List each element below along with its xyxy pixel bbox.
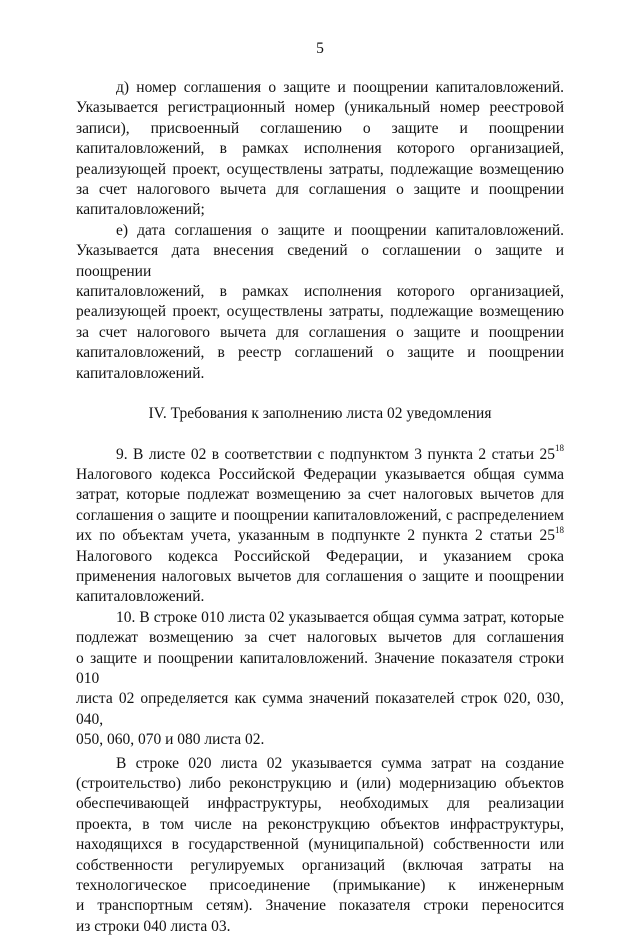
- text-line: и транспортным сетям). Значение показателя строки переносится: [76, 897, 564, 915]
- text-line: [76, 445, 564, 465]
- paragraph-10: [76, 608, 564, 751]
- text-line: Налогового кодекса Российской Федерации указывается общая сумма: [76, 465, 564, 483]
- text-segment: их по объектам учета, указанным в подпункте 2 пункта 2 статьи 25: [76, 527, 555, 545]
- text-line: д) номер соглашения о защите и поощрении капиталовложений.: [116, 79, 564, 96]
- text-line: капиталовложений, в рамках исполнения которого организацией,: [76, 140, 564, 158]
- text-line: Налогового кодекса Российской Федерации, и указанием срока: [76, 547, 564, 565]
- paragraph-line-020: [76, 754, 564, 937]
- text-line: Указывается регистрационный номер (уникальный номер реестровой: [76, 99, 564, 117]
- text-line: за счет налогового вычета для соглашения о защите и поощрении: [76, 181, 564, 199]
- text-line: подлежат возмещению за счет налоговых вычетов для соглашения: [76, 629, 564, 647]
- paragraph-d: [76, 78, 564, 221]
- text-line: 050, 060, 070 и 080 листа 02.: [76, 731, 265, 749]
- text-line: е) дата соглашения о защите и поощрении капиталовложений.: [116, 221, 564, 239]
- text-segment: 9. В листе 02 в соответствии с подпунктом 3 пункта 2 статьи 25: [116, 445, 555, 463]
- text-line: капиталовложений, в реестр соглашений о защите и поощрении: [76, 344, 564, 362]
- text-line: капиталовложений, в рамках исполнения которого организацией,: [76, 283, 564, 301]
- text-line: собственности регулируемых организаций (включая затраты на: [76, 856, 564, 874]
- text-line: капиталовложений;: [76, 201, 205, 219]
- text-line: проекта, в том числе на реконструкцию объектов инфраструктуры,: [76, 815, 564, 833]
- text-line: реализующей проект, осуществлены затраты, подлежащие возмещению: [76, 303, 564, 321]
- text-line: Указывается дата внесения сведений о соглашении о защите и поощрении: [76, 242, 564, 280]
- text-line: находящихся в государственной (муниципальной) собственности или: [76, 836, 564, 854]
- text-line: 10. В строке 010 листа 02 указывается общая сумма затрат, которые: [116, 608, 564, 626]
- text-line: листа 02 определяется как сумма значений показателей строк 020, 030, 040,: [76, 690, 564, 728]
- document-body: [76, 78, 564, 937]
- paragraph-e: [76, 221, 564, 384]
- text-line: капиталовложений.: [76, 588, 205, 606]
- text-line: соглашения о защите и поощрении капиталовложений, с распределением: [76, 506, 564, 524]
- page-number: 5: [316, 40, 324, 57]
- paragraph-9: [76, 445, 564, 608]
- text-line: затрат, которые подлежат возмещению за счет налоговых вычетов для: [76, 486, 564, 504]
- text-line: за счет налогового вычета для соглашения о защите и поощрении: [76, 323, 564, 341]
- text-line: из строки 040 листа 03.: [76, 917, 231, 935]
- text-line: о защите и поощрении капиталовложений. Значение показателя строки 010: [76, 649, 564, 687]
- section-heading: IV. Требования к заполнению листа 02 уведомления: [148, 405, 492, 423]
- text-line: [76, 526, 564, 546]
- text-line: капиталовложений.: [76, 364, 205, 382]
- text-line: В строке 020 листа 02 указывается сумма затрат на создание: [116, 754, 564, 772]
- text-line: применения налоговых вычетов для соглашения о защите и поощрении: [76, 567, 564, 585]
- superscript: 18: [555, 443, 564, 454]
- text-line: технологическое присоединение (примыкание) к инженерным: [76, 877, 564, 895]
- text-line: реализующей проект, осуществлены затраты, подлежащие возмещению: [76, 160, 564, 178]
- superscript: 18: [555, 524, 564, 535]
- text-line: (строительство) либо реконструкцию и (или) модернизацию объектов: [76, 775, 564, 792]
- text-line: обеспечивающей инфраструктуры, необходимых для реализации: [76, 795, 564, 813]
- text-line: записи), присвоенный соглашению о защите и поощрении: [76, 119, 564, 137]
